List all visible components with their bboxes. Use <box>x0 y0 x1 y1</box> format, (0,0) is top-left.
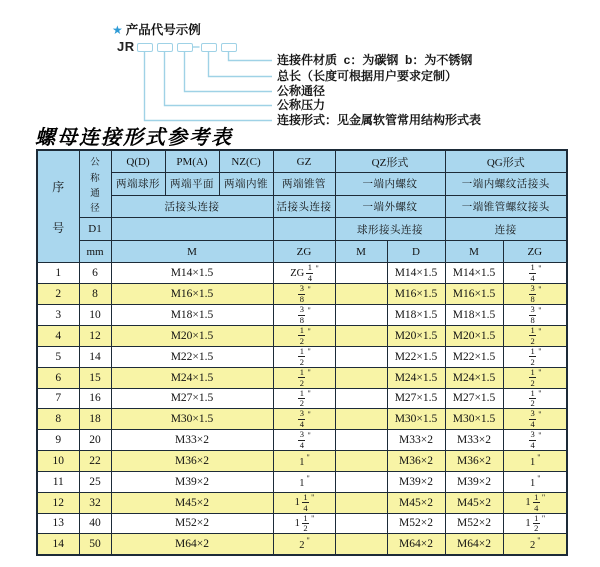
table-row <box>37 367 567 388</box>
header-thread-m2: M <box>335 240 387 263</box>
header-taper-thread-fitting: 一端锥管螺纹接头 <box>445 195 567 218</box>
nut-connection-reference-table <box>36 149 568 556</box>
cell-m-thread: M39×2 <box>111 471 273 492</box>
table-header <box>37 150 567 263</box>
cell-qg-zg: 1 " <box>503 471 567 492</box>
cell-serial: 1 <box>37 263 79 284</box>
cell-qz-m <box>335 284 387 305</box>
cell-serial: 5 <box>37 346 79 367</box>
cell-gz-size: 1 " <box>273 451 335 472</box>
cell-gz-size: $\frac{1}{2}$ " <box>273 346 335 367</box>
cell-serial: 10 <box>37 451 79 472</box>
cell-gz-size: $\frac{3}{8}$ " <box>273 305 335 326</box>
label-connection-form: 连接形式：见金属软管常用结构形式表 <box>277 113 482 127</box>
cell-qg-m: M20×1.5 <box>445 326 503 347</box>
cell-dn: 20 <box>79 430 111 451</box>
cell-m-thread: M30×1.5 <box>111 409 273 430</box>
cell-qz-d: M14×1.5 <box>387 263 445 284</box>
table-row <box>37 451 567 472</box>
cell-qg-zg: 1 " <box>503 451 567 472</box>
cell-dn: 16 <box>79 388 111 409</box>
table-row <box>37 409 567 430</box>
header-group-pma: PM(A) <box>165 150 219 173</box>
cell-qz-d: M33×2 <box>387 430 445 451</box>
star-icon: ★ <box>112 23 123 37</box>
cell-qz-m <box>335 471 387 492</box>
cell-m-thread: M27×1.5 <box>111 388 273 409</box>
cell-qz-m <box>335 346 387 367</box>
header-sub-flat-ends: 两端平面 <box>165 173 219 196</box>
cell-m-thread: M14×1.5 <box>111 263 273 284</box>
cell-serial: 9 <box>37 430 79 451</box>
cell-qg-m: M45×2 <box>445 492 503 513</box>
code-prefix: JR <box>117 39 135 54</box>
cell-gz-size: $\frac{1}{2}$ " <box>273 388 335 409</box>
cell-gz-size: $\frac{3}{8}$ " <box>273 284 335 305</box>
cell-gz-size: 1 $\frac{1}{4}$ " <box>273 492 335 513</box>
cell-m-thread: M16×1.5 <box>111 284 273 305</box>
header-sub-taper-pipe: 两端锥管 <box>273 173 335 196</box>
header-group-gz: GZ <box>273 150 335 173</box>
cell-qg-m: M30×1.5 <box>445 409 503 430</box>
cell-gz-size: $\frac{1}{2}$ " <box>273 326 335 347</box>
header-serial: 序 号 <box>37 150 79 263</box>
cell-gz-size: 1 $\frac{1}{2}$ " <box>273 513 335 534</box>
cell-qz-d: M20×1.5 <box>387 326 445 347</box>
cell-serial: 13 <box>37 513 79 534</box>
header-group-qg: QG形式 <box>445 150 567 173</box>
cell-qz-d: M22×1.5 <box>387 346 445 367</box>
cell-qg-m: M39×2 <box>445 471 503 492</box>
cell-m-thread: M20×1.5 <box>111 326 273 347</box>
cell-qg-m: M33×2 <box>445 430 503 451</box>
cell-dn: 22 <box>79 451 111 472</box>
cell-qz-d: M24×1.5 <box>387 367 445 388</box>
cell-qz-m <box>335 534 387 555</box>
header-d1: D1 <box>79 218 111 241</box>
cell-qg-m: M18×1.5 <box>445 305 503 326</box>
header-group-qz: QZ形式 <box>335 150 445 173</box>
table-row <box>37 284 567 305</box>
cell-gz-size: ZG $\frac{1}{4}$ " <box>273 263 335 284</box>
cell-dn: 6 <box>79 263 111 284</box>
cell-qz-m <box>335 263 387 284</box>
cell-serial: 7 <box>37 388 79 409</box>
header-thread-zg1: ZG <box>273 240 335 263</box>
cell-qg-m: M27×1.5 <box>445 388 503 409</box>
label-total-length: 总长（长度可根据用户要求定制） <box>277 69 458 83</box>
cell-qz-m <box>335 388 387 409</box>
cell-serial: 8 <box>37 409 79 430</box>
cell-gz-size: $\frac{3}{4}$ " <box>273 430 335 451</box>
header-union-connection-2: 活接头连接 <box>273 195 335 218</box>
cell-dn: 10 <box>79 305 111 326</box>
cell-qz-m <box>335 367 387 388</box>
cell-dn: 8 <box>79 284 111 305</box>
header-ball-joint-connection: 球形接头连接 <box>335 218 445 241</box>
cell-qg-m: M16×1.5 <box>445 284 503 305</box>
cell-qg-m: M64×2 <box>445 534 503 555</box>
cell-qz-m <box>335 305 387 326</box>
header-sub-ball-ends: 两端球形 <box>111 173 165 196</box>
label-nominal-diameter: 公称通径 <box>277 84 326 98</box>
table-row <box>37 388 567 409</box>
table-row <box>37 534 567 555</box>
cell-qz-d: M16×1.5 <box>387 284 445 305</box>
cell-qz-d: M45×2 <box>387 492 445 513</box>
cell-qg-zg: $\frac{1}{2}$ " <box>503 346 567 367</box>
cell-qz-d: M36×2 <box>387 451 445 472</box>
cell-qg-m: M22×1.5 <box>445 346 503 367</box>
cell-dn: 25 <box>79 471 111 492</box>
cell-qg-zg: $\frac{1}{4}$ " <box>503 263 567 284</box>
cell-qz-d: M52×2 <box>387 513 445 534</box>
cell-qz-m <box>335 409 387 430</box>
cell-dn: 40 <box>79 513 111 534</box>
cell-qz-m <box>335 326 387 347</box>
cell-dn: 32 <box>79 492 111 513</box>
cell-qg-m: M36×2 <box>445 451 503 472</box>
cell-serial: 4 <box>37 326 79 347</box>
table-row <box>37 346 567 367</box>
header-union-connection-1: 活接头连接 <box>111 195 273 218</box>
table-row <box>37 326 567 347</box>
table-row <box>37 471 567 492</box>
cell-qz-d: M18×1.5 <box>387 305 445 326</box>
header-group-qd: Q(D) <box>111 150 165 173</box>
cell-gz-size: 1 " <box>273 471 335 492</box>
cell-serial: 3 <box>37 305 79 326</box>
cell-m-thread: M52×2 <box>111 513 273 534</box>
cell-dn: 50 <box>79 534 111 555</box>
header-nominal-diameter: 公 称 通 径 <box>79 150 111 218</box>
cell-dn: 12 <box>79 326 111 347</box>
header-group-nzc: NZ(C) <box>219 150 273 173</box>
header-thread-m1: M <box>111 240 273 263</box>
header-sub-internal-thread: 一端内螺纹 <box>335 173 445 196</box>
cell-qz-d: M39×2 <box>387 471 445 492</box>
header-connection: 连接 <box>445 218 567 241</box>
table-row <box>37 492 567 513</box>
cell-qz-m <box>335 430 387 451</box>
cell-serial: 12 <box>37 492 79 513</box>
cell-qg-m: M52×2 <box>445 513 503 534</box>
header-empty-gz <box>273 218 335 241</box>
cell-serial: 11 <box>37 471 79 492</box>
cell-qg-zg: $\frac{1}{2}$ " <box>503 326 567 347</box>
cell-qz-m <box>335 513 387 534</box>
header-thread-zg2: ZG <box>503 240 567 263</box>
cell-m-thread: M22×1.5 <box>111 346 273 367</box>
cell-qg-zg: 2 " <box>503 534 567 555</box>
product-code-diagram <box>0 0 600 132</box>
cell-m-thread: M45×2 <box>111 492 273 513</box>
cell-gz-size: $\frac{1}{2}$ " <box>273 367 335 388</box>
cell-serial: 14 <box>37 534 79 555</box>
cell-qg-m: M14×1.5 <box>445 263 503 284</box>
cell-dn: 14 <box>79 346 111 367</box>
table-row <box>37 430 567 451</box>
cell-qg-zg: $\frac{3}{4}$ " <box>503 409 567 430</box>
cell-m-thread: M36×2 <box>111 451 273 472</box>
cell-dn: 18 <box>79 409 111 430</box>
cell-qz-d: M64×2 <box>387 534 445 555</box>
cell-qg-zg: $\frac{3}{4}$ " <box>503 430 567 451</box>
cell-qg-zg: 1 $\frac{1}{4}$ " <box>503 492 567 513</box>
cell-m-thread: M24×1.5 <box>111 367 273 388</box>
cell-qz-d: M27×1.5 <box>387 388 445 409</box>
diagram-heading-text: 产品代号示例 <box>125 23 201 37</box>
table-body <box>37 263 567 555</box>
cell-qg-zg: $\frac{1}{2}$ " <box>503 388 567 409</box>
header-empty-left <box>111 218 273 241</box>
table-row <box>37 305 567 326</box>
header-external-thread: 一端外螺纹 <box>335 195 445 218</box>
table-row <box>37 263 567 284</box>
cell-qg-zg: $\frac{1}{2}$ " <box>503 367 567 388</box>
header-unit-mm: mm <box>79 240 111 263</box>
header-thread-d: D <box>387 240 445 263</box>
cell-serial: 6 <box>37 367 79 388</box>
cell-qg-zg: $\frac{3}{8}$ " <box>503 284 567 305</box>
cell-qg-m: M24×1.5 <box>445 367 503 388</box>
cell-qz-d: M30×1.5 <box>387 409 445 430</box>
cell-qg-zg: $\frac{3}{8}$ " <box>503 305 567 326</box>
table-row <box>37 513 567 534</box>
cell-gz-size: 2 " <box>273 534 335 555</box>
header-sub-inner-cone: 两端内锥 <box>219 173 273 196</box>
table-title: 螺母连接形式参考表 <box>35 127 233 149</box>
cell-m-thread: M18×1.5 <box>111 305 273 326</box>
cell-dn: 15 <box>79 367 111 388</box>
cell-qg-zg: 1 $\frac{1}{2}$ " <box>503 513 567 534</box>
header-sub-internal-thread-union: 一端内螺纹活接头 <box>445 173 567 196</box>
cell-qz-m <box>335 492 387 513</box>
cell-serial: 2 <box>37 284 79 305</box>
cell-m-thread: M33×2 <box>111 430 273 451</box>
header-thread-m3: M <box>445 240 503 263</box>
cell-m-thread: M64×2 <box>111 534 273 555</box>
label-nominal-pressure: 公称压力 <box>277 98 326 112</box>
label-material: 连接件材质 c：为碳钢 b：为不锈钢 <box>277 53 473 67</box>
cell-gz-size: $\frac{3}{4}$ " <box>273 409 335 430</box>
cell-qz-m <box>335 451 387 472</box>
